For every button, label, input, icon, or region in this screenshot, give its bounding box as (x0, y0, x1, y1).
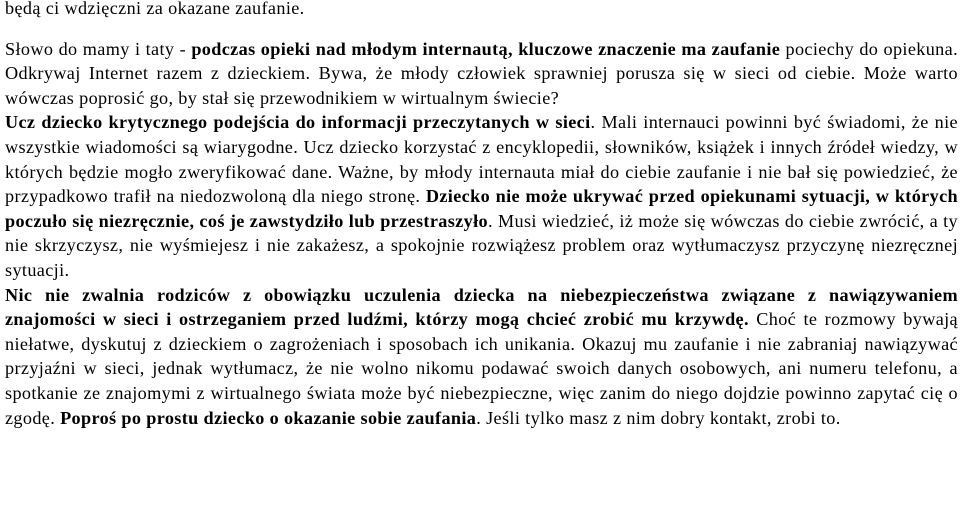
paragraph-spacer (5, 21, 958, 37)
text-segment: . Musi wiedzieć, iż może się wówczas do ciebie zwrócić, a ty nie skrzyczysz, nie wyśmiejesz i nie zakażesz, a spokojnie rozwiążesz problem oraz wytłumaczysz przyczynę niezręcznej sytuacji. (5, 210, 958, 280)
text-segment: pociechy do opiekuna. Odkrywaj Internet razem z dzieckiem. Bywa, że młody człowiek sprawniej porusza się w sieci od ciebie. Może warto wówczas poprosić go, by stał się przewodnikiem w wirtualnym świecie? (5, 38, 958, 108)
bold-text-segment: Ucz dziecko krytycznego podejścia do informacji przeczytanych w sieci (5, 112, 591, 133)
paragraph-critical-thinking (5, 110, 958, 282)
text-segment: Choć te rozmowy bywają niełatwe, dyskutuj z dzieckiem o zagrożeniach i sposobach ich unikania. Okazuj mu zaufanie i nie zabraniaj nawiązywać przyjaźni w sieci, jednak wytłumacz, że nie wolno nikomu podawać swoich danych osobowych, ani numeru telefonu, a spotkanie ze znajomymi z wirtualnego świata może być niebezpieczne, więc zanim do niego dojdzie powinno zapytać cię o zgodę. (5, 309, 958, 428)
text-segment: Słowo do mamy i taty - (5, 38, 192, 59)
bold-text-segment: Dziecko nie może ukrywać przed opiekunami sytuacji, w których poczuło się niezręcznie, coś je zawstydziło lub przestraszyło (5, 186, 958, 231)
text-segment: . Jeśli tylko masz z nim dobry kontakt, zrobi to. (476, 407, 841, 428)
text-segment: będą ci wdzięczni za okazane zaufanie. (5, 0, 305, 18)
bold-text-segment: Nic nie zwalnia rodziców z obowiązku uczulenia dziecka na niebezpieczeństwa związane z nawiązywaniem znajomości w sieci i ostrzeganiem przed ludźmi, którzy mogą chcieć zrobić mu krzywdę. (5, 284, 958, 330)
paragraph-parents-note (5, 37, 958, 111)
text-segment: . Mali internauci powinni być świadomi, że nie wszystkie wiadomości są wiarygodne. Ucz dziecko korzystać z encyklopedii, słowników, książek i innych źródeł wiedzy, w których będzie mogło zweryfikować dane. Ważne, by młody internauta miał do ciebie zaufanie i nie bał się powiedzieć, że przypadkowo trafił na niedozwoloną dla niego stronę. (5, 112, 958, 207)
bold-text-segment: Poproś po prostu dziecko o okazanie sobie zaufania (60, 407, 477, 428)
bold-text-segment: podczas opieki nad młodym internautą, kluczowe znaczenie ma zaufanie (191, 38, 781, 59)
paragraph-intro-tail (5, 0, 958, 21)
paragraph-online-dangers (5, 283, 958, 431)
